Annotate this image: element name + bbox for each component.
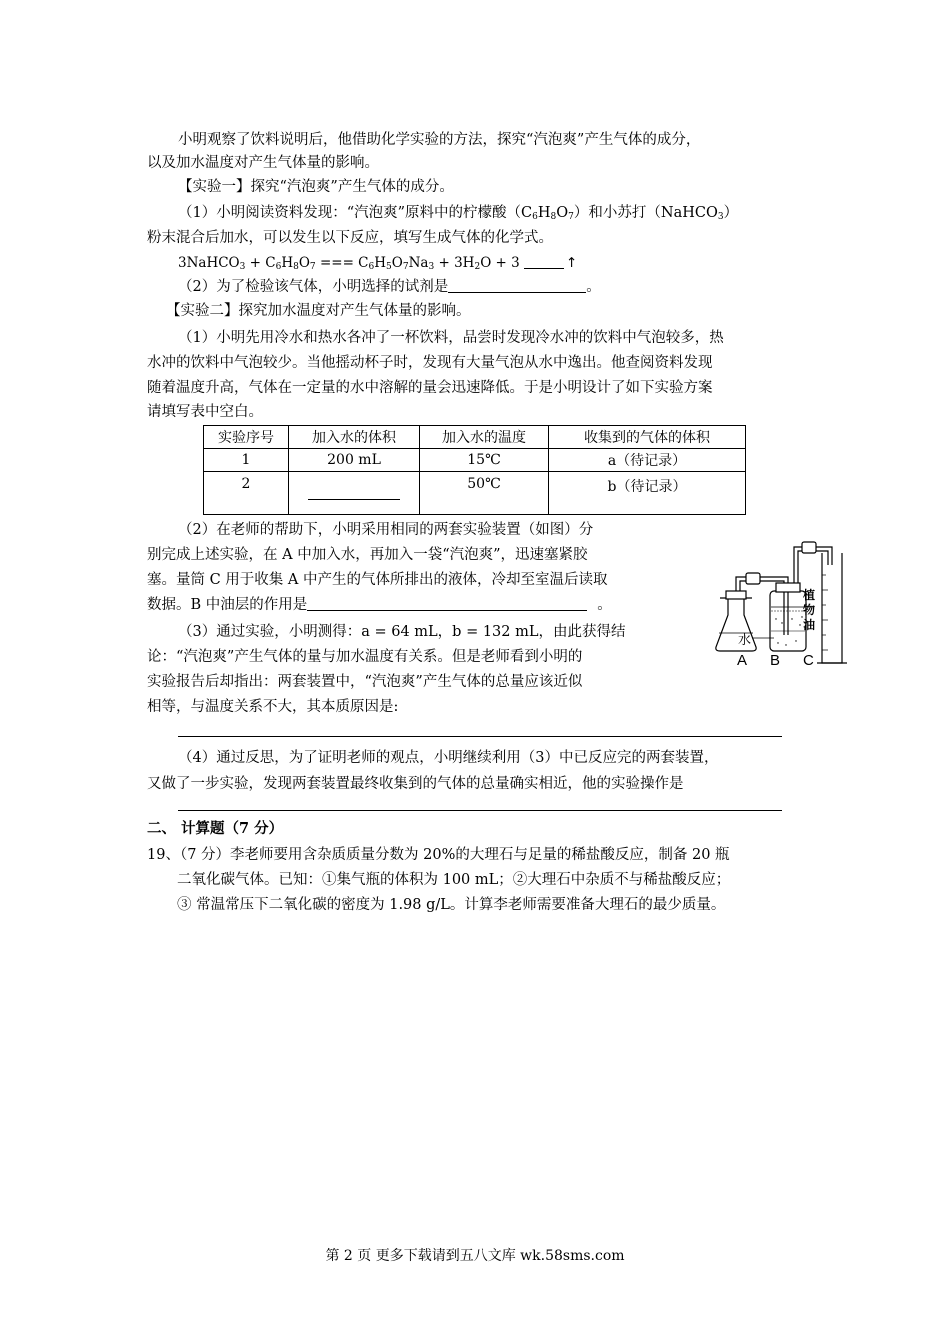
label-c: C bbox=[803, 652, 814, 669]
oil-label: 植 物 油 bbox=[803, 588, 816, 632]
table-cell: 50℃ bbox=[420, 472, 549, 515]
experiment1-q2: （2）为了检验该气体，小明选择的试剂是 。 bbox=[178, 279, 601, 295]
table-header-cell: 收集到的气体的体积 bbox=[549, 426, 746, 449]
paragraph-intro-line2: 以及加水温度对产生气体量的影响。 bbox=[147, 155, 379, 171]
answer-line-q4[interactable] bbox=[178, 810, 782, 811]
experiment2-q1-line1: （1）小明先用冷水和热水各冲了一杯饮料，品尝时发现冷水冲的饮料中气泡较多，热 bbox=[178, 330, 724, 346]
experiment2-q3-line1: （3）通过实验，小明测得：a = 64 mL，b = 132 mL，由此获得结 bbox=[178, 624, 626, 640]
experiment2-q3-line2: 论：“汽泡爽”产生气体的量与加水温度有关系。但是老师看到小明的 bbox=[147, 649, 583, 665]
question19-line2: 二氧化碳气体。已知：①集气瓶的体积为 100 mL；②大理石中杂质不与稀盐酸反应； bbox=[177, 872, 731, 888]
table-cell: 15℃ bbox=[420, 449, 549, 472]
experiment2-q2-line2: 别完成上述实验，在 A 中加入水，再加入一袋“汽泡爽”，迅速塞紧胶 bbox=[147, 547, 588, 563]
water-volume-blank-cell bbox=[289, 472, 420, 515]
table-header-cell: 加入水的温度 bbox=[420, 426, 549, 449]
chemical-equation: 3NaHCO$_3$ + $C_6H_8O_7$ === $C_6H_5O_7Na_3 + 3H_2O + 3$ ↑ bbox=[178, 255, 578, 272]
experiment2-q4-line1: （4）通过反思，为了证明老师的观点，小明继续利用（3）中已反应完的两套装置， bbox=[178, 750, 719, 766]
table-header-row bbox=[204, 426, 746, 449]
table-header-cell: 加入水的体积 bbox=[289, 426, 420, 449]
question19-line3: ③ 常温常压下二氧化碳的密度为 1.98 g/L。计算李老师需要准备大理石的最少质量。 bbox=[177, 897, 726, 913]
table-cell: 2 bbox=[204, 472, 289, 515]
experiment2-q1-line4: 请填写表中空白。 bbox=[147, 404, 263, 420]
apparatus-figure bbox=[712, 535, 860, 675]
paragraph-intro-line1: 小明观察了饮料说明后，他借助化学实验的方法，探究“汽泡爽”产生气体的成分， bbox=[178, 132, 701, 148]
experiment2-title: 【实验二】探究加水温度对产生气体量的影响。 bbox=[166, 303, 471, 319]
water-label: 水 bbox=[738, 633, 752, 648]
experiment2-q4-line2: 又做了一步实验，发现两套装置最终收集到的气体的总量确实相近，他的实验操作是 bbox=[147, 776, 684, 792]
label-b: B bbox=[770, 652, 781, 669]
experiment1-q1-line1: （1）小明阅读资料发现：“汽泡爽”原料中的柠檬酸$(C_6H_8O_7)$和小苏打（NaHCO$_3$） bbox=[178, 205, 739, 222]
experiment2-q2-line3: 塞。量筒 C 用于收集 A 中产生的气体所排出的液体，冷却至室温后读取 bbox=[147, 572, 608, 588]
gas-formula-blank[interactable] bbox=[524, 254, 564, 269]
experiment1-title: 【实验一】探究“汽泡爽”产生气体的成分。 bbox=[178, 179, 454, 195]
table-cell: b（待记录） bbox=[549, 472, 746, 515]
apparatus-drawing bbox=[712, 535, 860, 675]
gas-up-arrow: ↑ bbox=[566, 255, 578, 271]
answer-line-q3[interactable] bbox=[178, 736, 782, 737]
reagent-blank[interactable] bbox=[448, 278, 586, 293]
experiment2-q3-line4: 相等，与温度关系不大，其本质原因是: bbox=[147, 699, 399, 715]
experiment2-q2-line4: 数据。B 中油层的作用是 。 bbox=[147, 597, 612, 613]
question19-line1: 19、（7 分）李老师要用含杂质质量分数为 20%的大理石与足量的稀盐酸反应，制备 20 瓶 bbox=[147, 847, 730, 863]
table-cell: 1 bbox=[204, 449, 289, 472]
table-cell: 200 mL bbox=[289, 449, 420, 472]
oil-layer-blank[interactable] bbox=[307, 596, 587, 611]
label-a: A bbox=[737, 652, 748, 669]
experiment1-q1-line2: 粉末混合后加水，可以发生以下反应，填写生成气体的化学式。 bbox=[147, 230, 553, 246]
water-volume-blank[interactable] bbox=[308, 485, 400, 500]
table-header-cell: 实验序号 bbox=[204, 426, 289, 449]
table-row bbox=[204, 449, 746, 472]
experiment2-q1-line3: 随着温度升高，气体在一定量的水中溶解的量会迅速降低。于是小明设计了如下实验方案 bbox=[147, 380, 713, 396]
page-footer: 第 2 页 更多下载请到五八文库 wk.58sms.com bbox=[325, 1248, 625, 1264]
experiment2-q2-line1: （2）在老师的帮助下，小明采用相同的两套实验装置（如图）分 bbox=[178, 522, 594, 538]
experiment-table bbox=[203, 425, 746, 515]
experiment2-q3-line3: 实验报告后却指出：两套装置中，“汽泡爽”产生气体的总量应该近似 bbox=[147, 674, 583, 690]
experiment2-q1-line2: 水冲的饮料中气泡较少。当他摇动杯子时，发现有大量气泡从水中逸出。他查阅资料发现 bbox=[147, 355, 713, 371]
section2-heading: 二、 计算题（7 分） bbox=[147, 820, 284, 837]
table-row bbox=[204, 472, 746, 515]
table-cell: a（待记录） bbox=[549, 449, 746, 472]
